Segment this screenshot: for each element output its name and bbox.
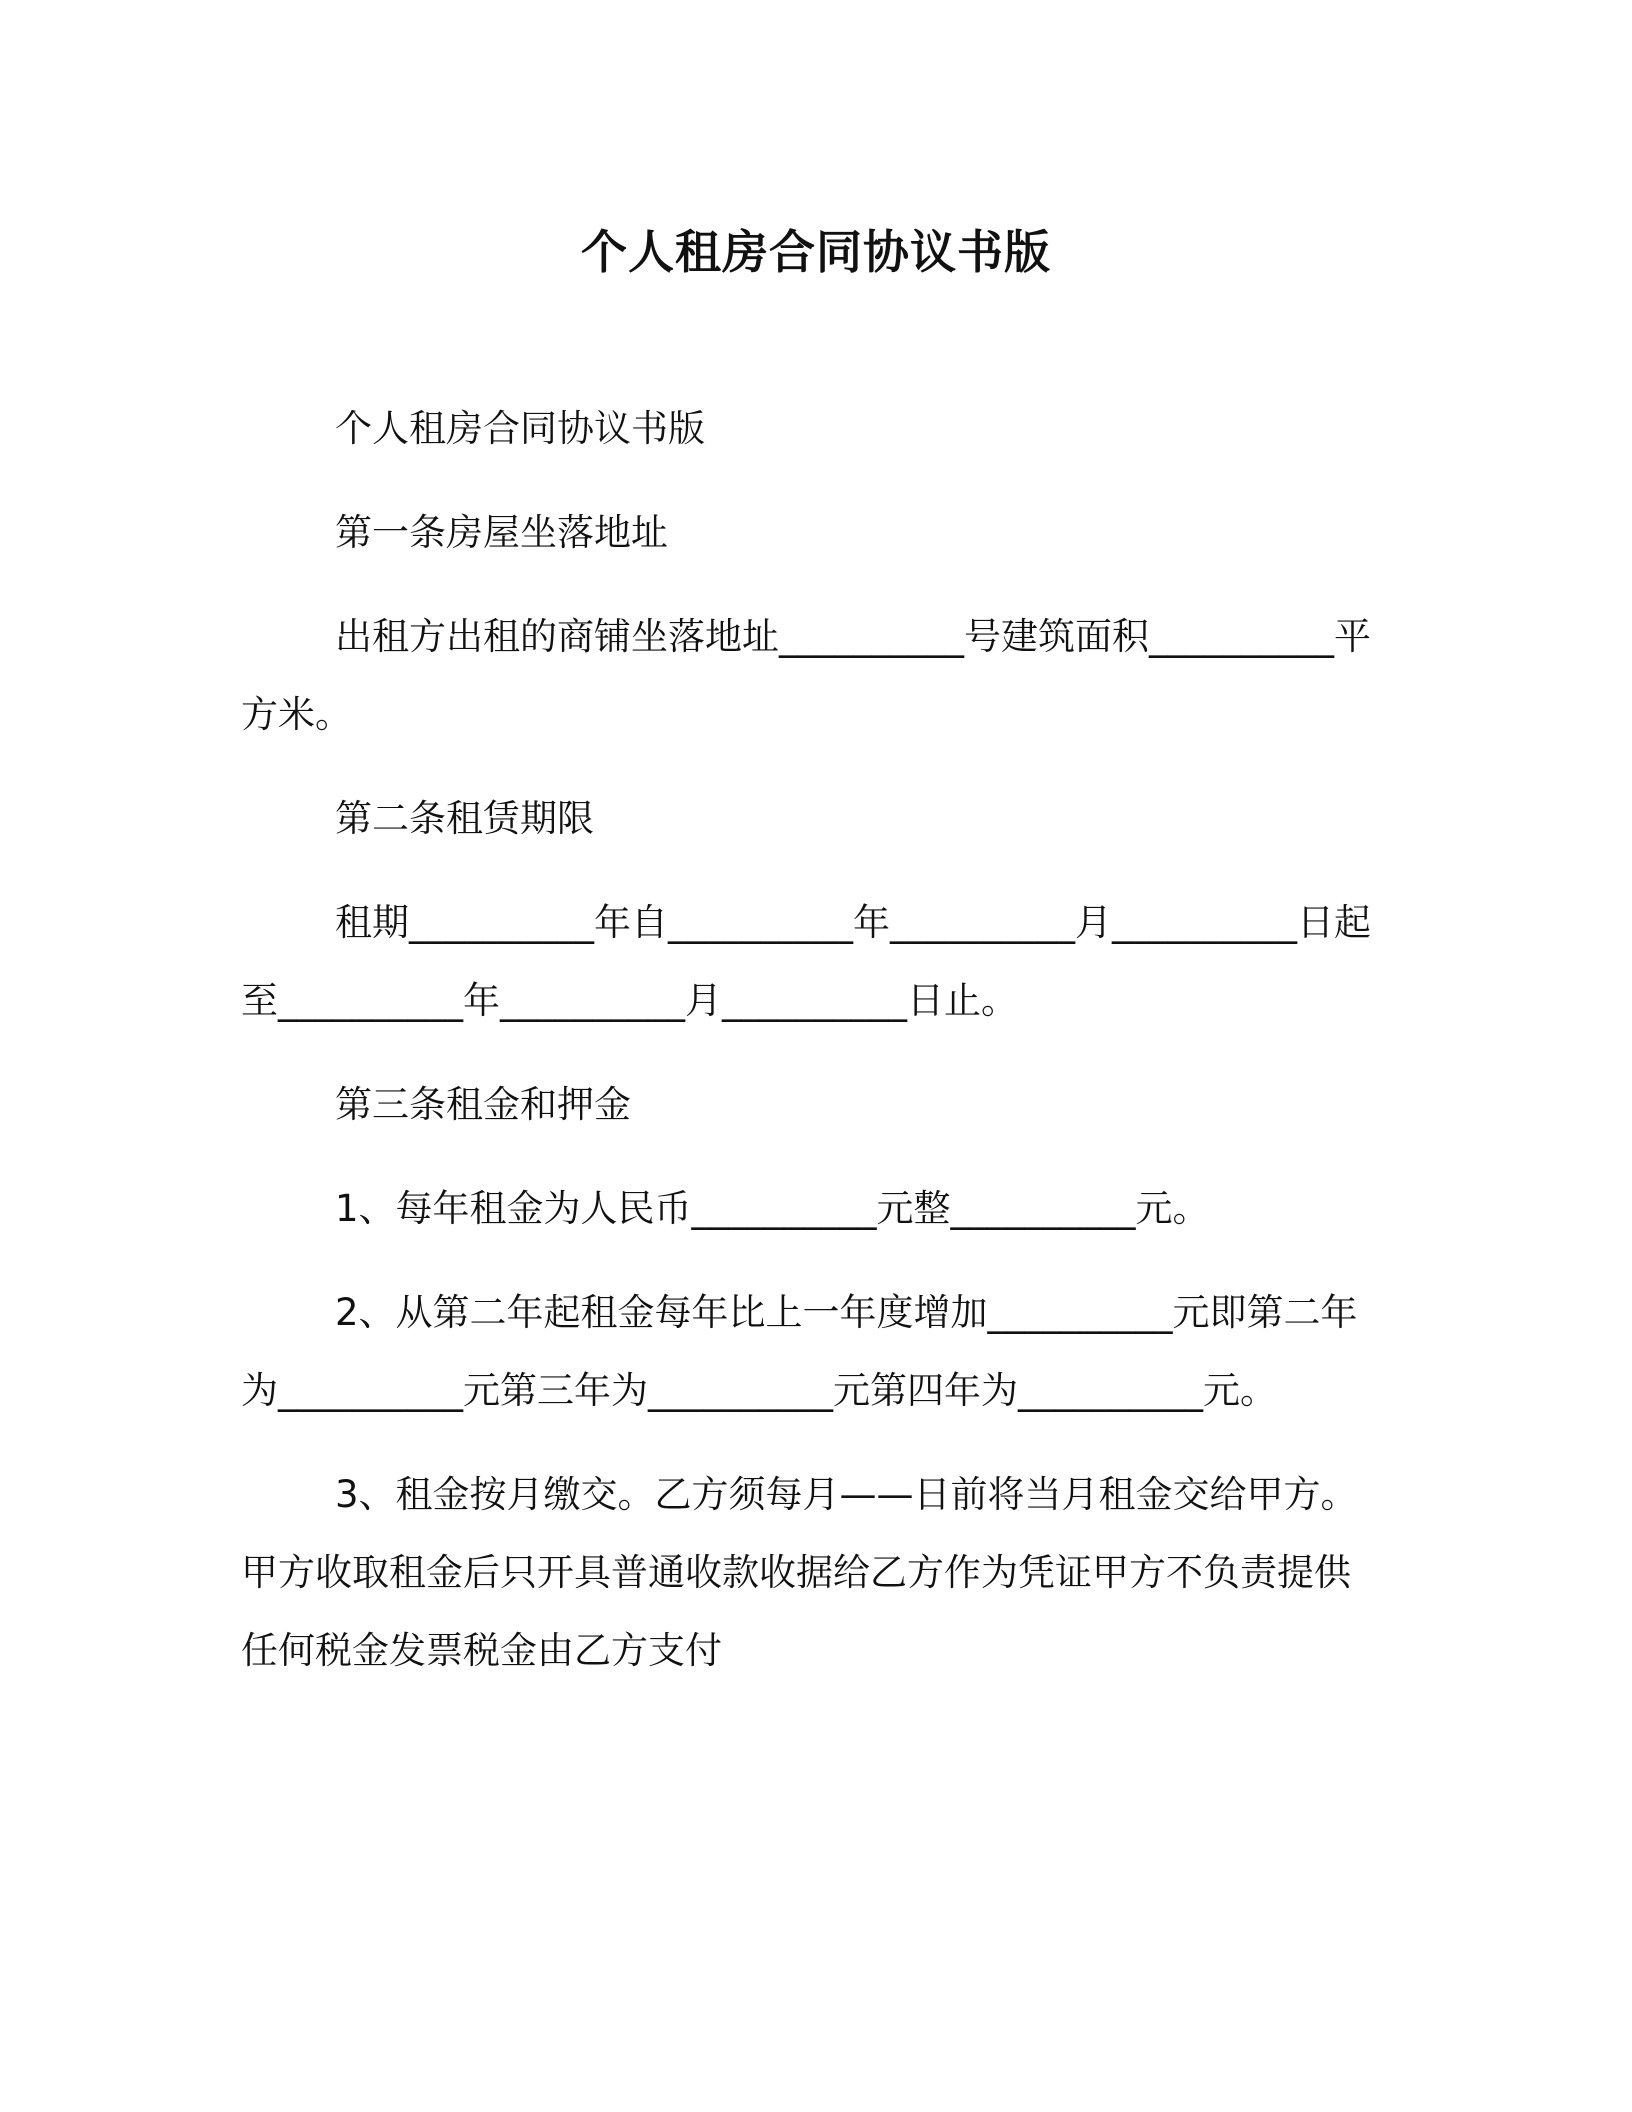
article-1-heading: 第一条房屋坐落地址 bbox=[335, 511, 668, 554]
article-3-item-3: 3、租金按月缴交。乙方须每月——日前将当月租金交给甲方。甲方收取租金后只开具普通收款收据给乙方作为凭证甲方不负责提供任何税金发票税金由乙方支付 bbox=[241, 1473, 1358, 1672]
article-1-address-clause: 出租方出租的商铺坐落地址__________号建筑面积__________平方米。 bbox=[241, 615, 1371, 736]
article-3-item-1: 1、每年租金为人民币__________元整__________元。 bbox=[335, 1187, 1210, 1230]
article-2-heading: 第二条租赁期限 bbox=[335, 797, 594, 840]
paragraph-heading: 个人租房合同协议书版 bbox=[335, 407, 705, 450]
article-3-heading: 第三条租金和押金 bbox=[335, 1083, 631, 1126]
document-body bbox=[241, 390, 1381, 1716]
article-3-item-2: 2、从第二年起租金每年比上一年度增加__________元即第二年为__________元第三年为__________元第四年为__________元。 bbox=[241, 1291, 1358, 1412]
article-2-term-clause: 租期__________年自__________年__________月__________日起至__________年__________月__________日止。 bbox=[241, 901, 1371, 1022]
document-title: 个人租房合同协议书版 bbox=[581, 225, 1051, 279]
